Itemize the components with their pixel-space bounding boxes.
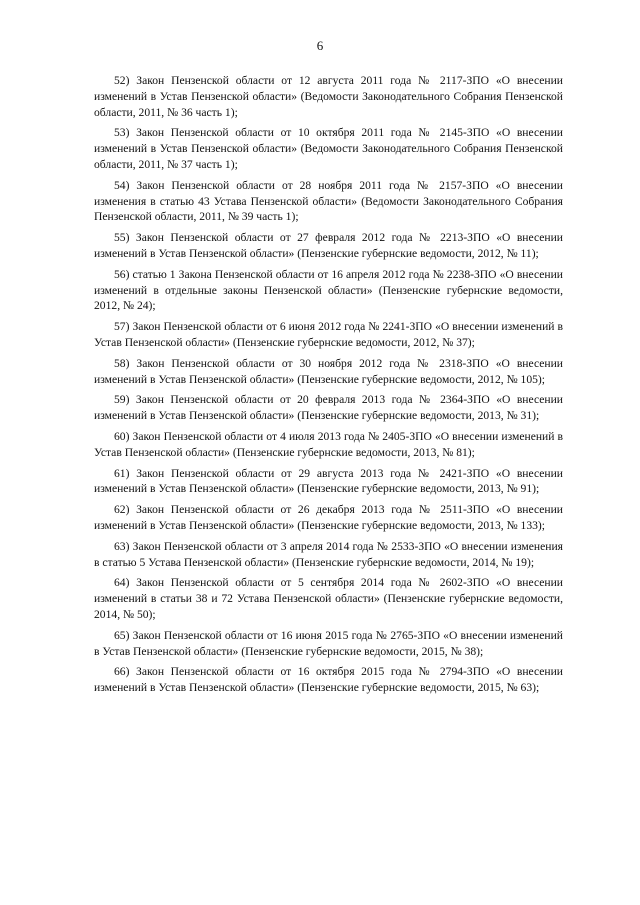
list-item-53: 53) Закон Пензенской области от 10 октября 2011 года № 2145-ЗПО «О внесении изменений в Устав Пензенской области» (Ведомости Законодательного Собрания Пензенской области, 2011, № 37 часть 1); [94, 126, 563, 171]
list-item-58: 58) Закон Пензенской области от 30 ноября 2012 года № 2318-ЗПО «О внесении изменений в Устав Пензенской области» (Пензенские губернские ведомости, 2012, № 105); [94, 356, 563, 386]
list-item-54: 54) Закон Пензенской области от 28 ноября 2011 года № 2157-ЗПО «О внесении изменения в статью 43 Устава Пензенской области» (Ведомости Законодательного Собрания Пензенской области, 2011, № 39 часть 1); [94, 178, 563, 224]
list-item-61: 61) Закон Пензенской области от 29 августа 2013 года № 2421-ЗПО «О внесении изменений в Устав Пензенской области» (Пензенские губернские ведомости, 2013, № 91); [94, 466, 563, 496]
list-item-60: 60) Закон Пензенской области от 4 июля 2013 года № 2405-ЗПО «О внесении изменений в Устав Пензенской области» (Пензенские губернские ведомости, 2013, № 81); [94, 429, 563, 459]
list-item-66: 66) Закон Пензенской области от 16 октября 2015 года № 2794-ЗПО «О внесении изменений в Устав Пензенской области» (Пензенские губернские ведомости, 2015, № 63); [94, 665, 563, 695]
law-list [94, 73, 563, 701]
list-item-57: 57) Закон Пензенской области от 6 июня 2012 года № 2241-ЗПО «О внесении изменений в Устав Пензенской области» (Пензенские губернские ведомости, 2012, № 37); [94, 320, 563, 349]
list-item-64: 64) Закон Пензенской области от 5 сентября 2014 года № 2602-ЗПО «О внесении изменений в статьи 38 и 72 Устава Пензенской области» (Пензенские губернские ведомости, 2014, № 50); [94, 576, 563, 621]
list-item-62: 62) Закон Пензенской области от 26 декабря 2013 года № 2511-ЗПО «О внесении изменений в Устав Пензенской области» (Пензенские губернские ведомости, 2013, № 133); [94, 503, 563, 532]
list-item-52: 52) Закон Пензенской области от 12 августа 2011 года № 2117-ЗПО «О внесении изменений в Устав Пензенской области» (Ведомости Законодательного Собрания Пензенской области, 2011, № 36 часть 1); [94, 74, 563, 119]
page-number: 6 [316, 38, 324, 53]
list-item-56: 56) статью 1 Закона Пензенской области от 16 апреля 2012 года № 2238-ЗПО «О внесении изменений в отдельные законы Пензенской области» (Пензенские губернские ведомости, 2012, № 24); [94, 267, 563, 313]
list-item-59: 59) Закон Пензенской области от 20 февраля 2013 года № 2364-ЗПО «О внесении изменений в Устав Пензенской области» (Пензенские губернские ведомости, 2013, № 31); [94, 393, 563, 423]
list-item-63: 63) Закон Пензенской области от 3 апреля 2014 года № 2533-ЗПО «О внесении изменения в статью 5 Устава Пензенской области» (Пензенские губернские ведомости, 2014, № 19); [94, 539, 563, 569]
list-item-55: 55) Закон Пензенской области от 27 февраля 2012 года № 2213-ЗПО «О внесении изменений в Устав Пензенской области» (Пензенские губернские ведомости, 2012, № 11); [94, 231, 563, 260]
list-item-65: 65) Закон Пензенской области от 16 июня 2015 года № 2765-ЗПО «О внесении изменений в Устав Пензенской области» (Пензенские губернские ведомости, 2015, № 38); [94, 628, 563, 658]
